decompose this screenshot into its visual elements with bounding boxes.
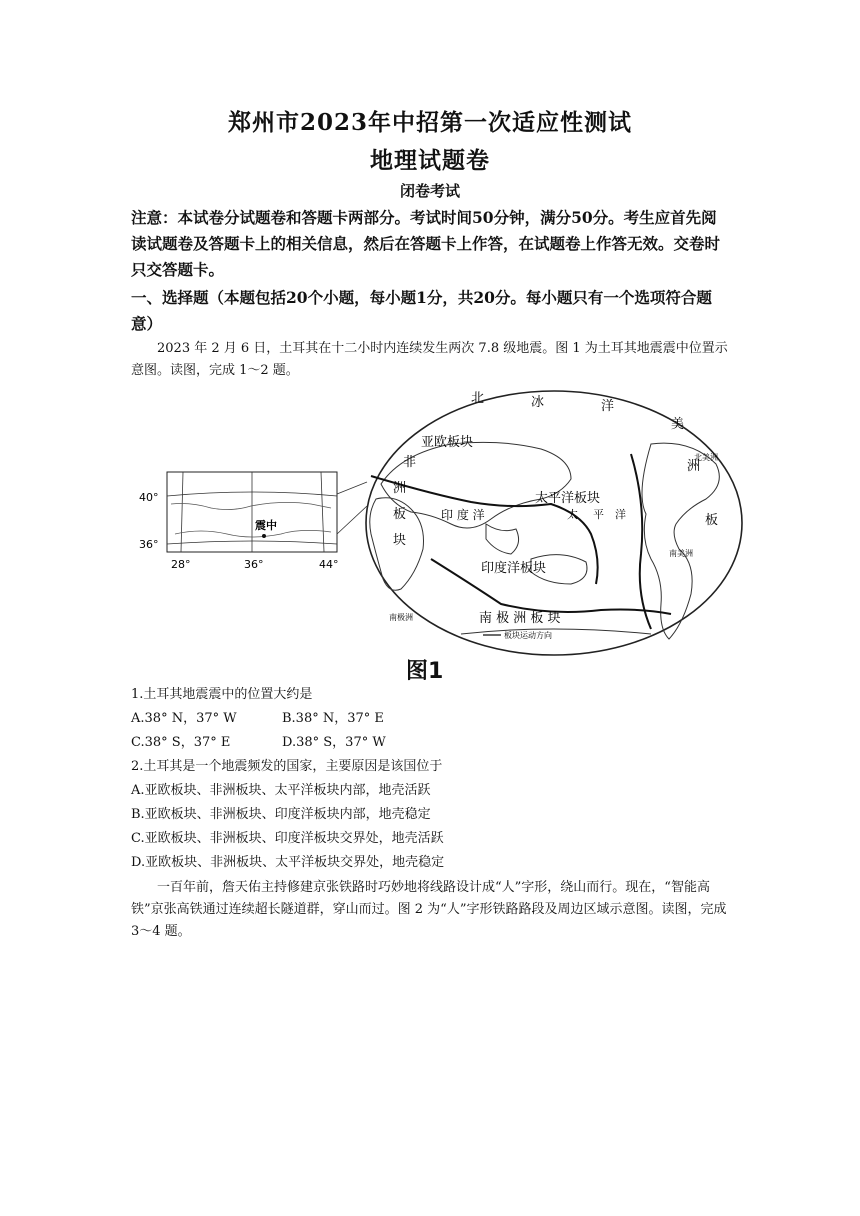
label-america-3: 板 xyxy=(705,513,719,528)
exam-subtitle: 地理试题卷 xyxy=(370,147,490,174)
question-2-option-c: C.亚欧板块、非洲板块、印度洋板块交界处，地壳活跃 xyxy=(131,831,444,846)
question-1-option-a: A.38° N，37° W xyxy=(131,711,237,726)
inset-lon-28: 28° xyxy=(171,558,191,571)
label-arctic-3: 洋 xyxy=(601,399,615,414)
notice-paragraph: 注意：本试卷分试题卷和答题卡两部分。考试时间50分钟，满分50分。考生应首先阅读试题卷及答题卡上的相关信息，然后在答题卡上作答，在试题卷上作答无效。交卷时只交答题卡。 xyxy=(131,208,721,279)
inset-epicenter-label: 震中 xyxy=(255,519,277,532)
section-heading: 一、选择题（本题包括20个小题，每小题1分，共20分。每小题只有一个选项符合题意） xyxy=(131,288,712,333)
question-1-option-c: C.38° S，37° E xyxy=(131,735,231,750)
label-africa-3: 板 xyxy=(393,507,407,522)
label-antarctic-plate: 南 极 洲 板 块 xyxy=(479,611,561,626)
figure-1 xyxy=(131,384,751,684)
label-eurasia-plate: 亚欧板块 xyxy=(421,435,474,450)
label-arctic-2: 冰 xyxy=(531,395,545,410)
inset-lat-40: 40° xyxy=(139,491,159,504)
exam-title: 郑州市2023年中招第一次适应性测试 xyxy=(227,109,632,136)
figure-1-svg xyxy=(131,384,751,684)
inset-map xyxy=(139,472,339,571)
exam-type: 闭卷考试 xyxy=(399,182,460,200)
label-africa-2: 洲 xyxy=(393,481,407,496)
label-pacific-plate: 太平洋板块 xyxy=(535,491,601,506)
question-1-option-d: D.38° S，37° W xyxy=(282,735,386,750)
label-pacific-1: 太 xyxy=(567,508,578,521)
inset-lon-44: 44° xyxy=(319,558,339,571)
label-pacific-2: 平 xyxy=(593,508,604,521)
inset-lat-36: 36° xyxy=(139,538,159,551)
label-small-na: 北美洲 xyxy=(694,453,718,462)
intro-paragraph-1: 2023 年 2 月 6 日，土耳其在十二小时内连续发生两次 7.8 级地震。图 1 为土耳其地震震中位置示意图。读图，完成 1～2 题。 xyxy=(131,341,728,378)
label-pacific-3: 洋 xyxy=(615,508,626,521)
label-africa-4: 块 xyxy=(393,533,407,548)
label-indian-plate: 印度洋板块 xyxy=(481,561,547,576)
label-indian-ocean: 印 度 洋 xyxy=(441,508,485,522)
question-2-option-b: B.亚欧板块、非洲板块、印度洋板块内部，地壳稳定 xyxy=(131,807,431,822)
world-plate-map xyxy=(366,391,742,655)
label-small-antarctica: 南极洲 xyxy=(389,613,413,622)
inset-lon-36: 36° xyxy=(244,558,264,571)
label-america-1: 美 xyxy=(671,417,685,432)
label-arctic-1: 北 xyxy=(471,391,485,406)
label-small-sa: 南美洲 xyxy=(669,549,693,558)
question-2-option-a: A.亚欧板块、非洲板块、太平洋板块内部，地壳活跃 xyxy=(131,783,431,798)
question-2-stem: 2.土耳其是一个地震频发的国家，主要原因是该国位于 xyxy=(131,759,443,774)
label-africa-1: 非 xyxy=(403,455,417,470)
label-america-2: 洲 xyxy=(687,459,701,474)
question-1-stem: 1.土耳其地震震中的位置大约是 xyxy=(131,687,313,702)
legend-plate-motion: 板块运动方向 xyxy=(504,631,552,640)
intro-paragraph-2: 一百年前，詹天佑主持修建京张铁路时巧妙地将线路设计成“人”字形，绕山而行。现在，“智能高铁”京张高铁通过连续超长隧道群，穿山而过。图 2 为“人”字形铁路路段及周边区域示意图。读图，完成 3～4 题。 xyxy=(131,880,727,939)
figure-1-caption: 图1 xyxy=(406,659,444,684)
question-2-option-d: D.亚欧板块、非洲板块、太平洋板块交界处，地壳稳定 xyxy=(131,855,445,870)
question-1-option-b: B.38° N，37° E xyxy=(282,711,384,726)
